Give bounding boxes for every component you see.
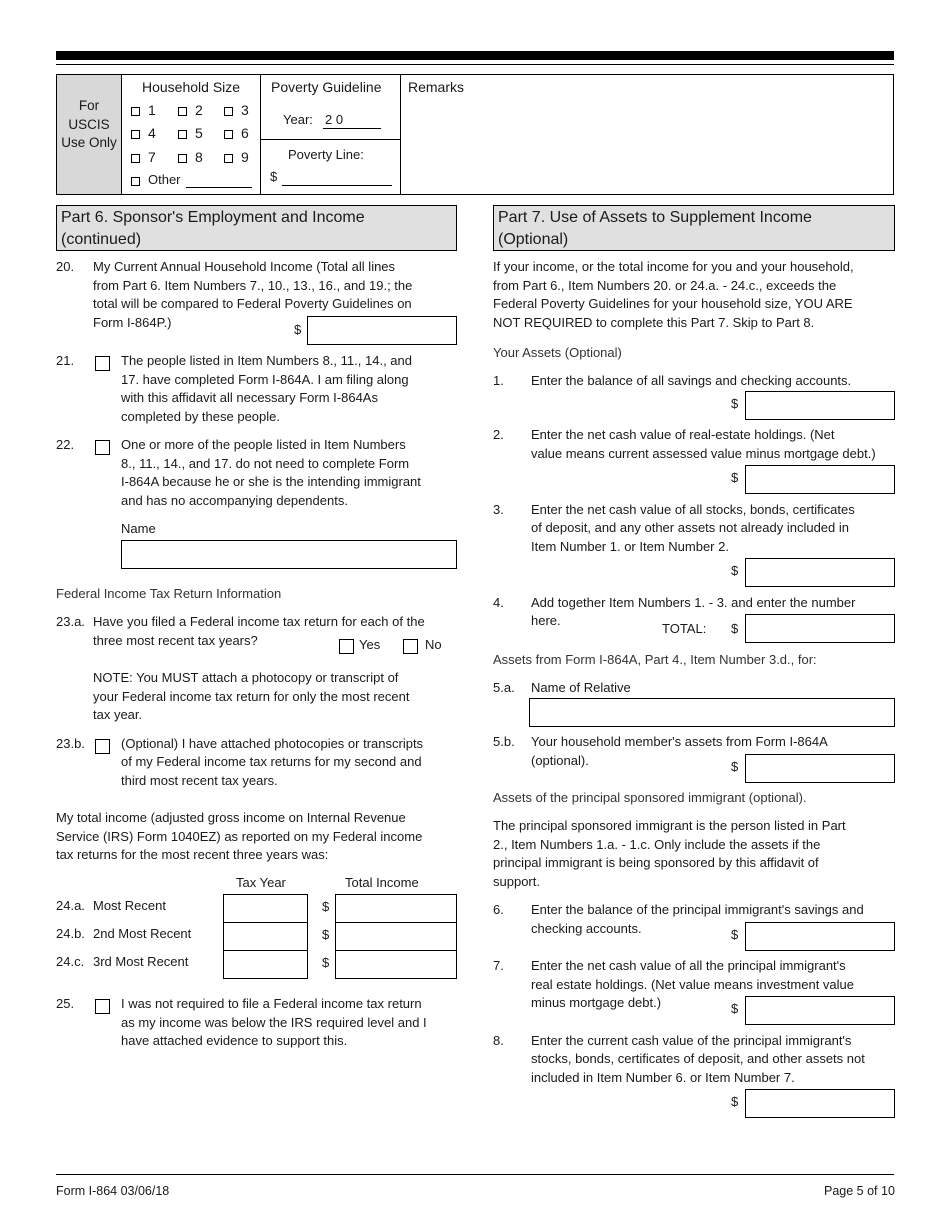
item23a-number: 23.a. <box>56 614 85 629</box>
part7-intro-line: If your income, or the total income for you and your household, <box>493 259 854 274</box>
other-underline <box>186 187 252 188</box>
household-size-other-checkbox[interactable] <box>131 177 140 186</box>
p7-item6-dollar: $ <box>731 927 739 942</box>
item20-text-line: from Part 6. Item Numbers 7., 10., 13., 16., and 19.; the <box>93 278 413 293</box>
household-size-7-checkbox[interactable] <box>131 154 140 163</box>
item24b-tax-year-input[interactable] <box>223 922 308 951</box>
item23a-note-line: tax year. <box>93 707 143 722</box>
p7-item7-text-line: Enter the net cash value of all the principal immigrant's <box>531 958 846 973</box>
item24c-dollar: $ <box>322 955 330 970</box>
p7-item7-dollar: $ <box>731 1001 739 1016</box>
household-size-6-checkbox[interactable] <box>224 130 233 139</box>
principal-savings-input[interactable] <box>745 922 895 951</box>
part6-heading <box>56 205 457 251</box>
household-size-3-label: 3 <box>241 102 249 118</box>
year-underline <box>323 128 381 129</box>
household-size-other-label: Other <box>148 172 181 187</box>
p7-item6-number: 6. <box>493 902 504 917</box>
uscis-label: For USCIS Use Only <box>61 98 117 150</box>
household-size-1-checkbox[interactable] <box>131 107 140 116</box>
poverty-guideline-cell <box>261 75 401 194</box>
item23a-yes-checkbox[interactable] <box>339 639 354 654</box>
uscis-label-cell <box>57 75 122 194</box>
household-size-9-checkbox[interactable] <box>224 154 233 163</box>
principal-intro-line: support. <box>493 874 540 889</box>
item24c-number: 24.c. <box>56 954 85 969</box>
household-size-5-checkbox[interactable] <box>178 130 187 139</box>
item23b-checkbox[interactable] <box>95 739 110 754</box>
item21-text-line: completed by these people. <box>121 409 280 424</box>
top-thin-rule <box>56 64 894 65</box>
item20-dollar: $ <box>294 322 302 337</box>
item22-checkbox[interactable] <box>95 440 110 455</box>
total-assets-input[interactable] <box>745 614 895 643</box>
p7-item7-text-line: real estate holdings. (Net value means investment value <box>531 977 855 992</box>
top-thick-rule <box>56 51 894 60</box>
total-income-line: Service (IRS) Form 1040EZ) as reported on my Federal income <box>56 829 423 844</box>
item23b-text-line: third most recent tax years. <box>121 773 278 788</box>
p7-item5a-number: 5.a. <box>493 680 515 695</box>
item24b-total-income-input[interactable] <box>335 922 457 951</box>
household-size-4-label: 4 <box>148 125 156 141</box>
p7-item4-total-label: TOTAL: <box>662 621 707 636</box>
p7-item1-dollar: $ <box>731 396 739 411</box>
part7-heading-line2: (Optional) <box>498 231 569 248</box>
item24c-tax-year-input[interactable] <box>223 950 308 979</box>
p7-item6-text-line: checking accounts. <box>531 921 642 936</box>
item24c-label: 3rd Most Recent <box>93 954 189 969</box>
item24a-number: 24.a. <box>56 898 85 913</box>
principal-assets-title: Assets of the principal sponsored immigrant (optional). <box>493 790 807 805</box>
p7-item5b-dollar: $ <box>731 759 739 774</box>
p7-item4-text-line: here. <box>531 613 561 628</box>
item21-text-line: with this affidavit all necessary Form I-864As <box>121 390 378 405</box>
item25-number: 25. <box>56 996 75 1011</box>
part6-heading-line1: Part 6. Sponsor's Employment and Income <box>61 209 365 226</box>
household-size-8-label: 8 <box>195 149 203 165</box>
poverty-line-dollar: $ <box>270 169 278 184</box>
item21-number: 21. <box>56 353 75 368</box>
item25-checkbox[interactable] <box>95 999 110 1014</box>
part7-intro-line: Federal Poverty Guidelines for your household size, YOU ARE <box>493 296 853 311</box>
item21-checkbox[interactable] <box>95 356 110 371</box>
item23a-note-line: NOTE: You MUST attach a photocopy or transcript of <box>93 670 399 685</box>
household-size-7-label: 7 <box>148 149 156 165</box>
p7-item8-text-line: stocks, bonds, certificates of deposit, and other assets not <box>531 1051 865 1066</box>
part7-intro-line: NOT REQUIRED to complete this Part 7. Skip to Part 8. <box>493 315 815 330</box>
item22-text-line: 8., 11., 14., and 17. do not need to complete Form <box>121 456 410 471</box>
household-size-1-label: 1 <box>148 102 156 118</box>
item25-text-line: I was not required to file a Federal income tax return <box>121 996 422 1011</box>
principal-intro-line: principal immigrant is being sponsored by this affidavit of <box>493 855 819 870</box>
household-size-9-label: 9 <box>241 149 249 165</box>
item24a-label: Most Recent <box>93 898 166 913</box>
p7-item5b-text-line: (optional). <box>531 753 589 768</box>
item23b-text-line: of my Federal income tax returns for my second and <box>121 754 422 769</box>
item25-text-line: as my income was below the IRS required level and I <box>121 1015 427 1030</box>
annual-household-income-input[interactable] <box>307 316 457 345</box>
p7-item3-text-line: of deposit, and any other assets not already included in <box>531 520 849 535</box>
item20-number: 20. <box>56 259 75 274</box>
item21-text-line: The people listed in Item Numbers 8., 11., 14., and <box>121 353 412 368</box>
tax-section-title: Federal Income Tax Return Information <box>56 586 282 601</box>
footer-page-number: Page 5 of 10 <box>824 1184 895 1198</box>
item24b-dollar: $ <box>322 927 330 942</box>
item20-text-line: Form I-864P.) <box>93 315 172 330</box>
item22-name-input[interactable] <box>121 540 457 569</box>
remarks-label: Remarks <box>408 79 465 95</box>
household-size-2-label: 2 <box>195 102 203 118</box>
year-label: Year: <box>283 112 313 127</box>
name-of-relative-input[interactable] <box>529 698 895 727</box>
item23b-number: 23.b. <box>56 736 85 751</box>
p7-item3-number: 3. <box>493 502 504 517</box>
part7-intro-line: from Part 6., Item Numbers 20. or 24.a. - 24.c., exceeds the <box>493 278 837 293</box>
item22-text-line: I-864A because he or she is the intending immigrant <box>121 474 421 489</box>
p7-item1-text-line: Enter the balance of all savings and checking accounts. <box>531 373 852 388</box>
total-income-header: Total Income <box>345 875 419 890</box>
year-prefix: 2 0 <box>325 112 344 127</box>
p7-item2-text-line: value means current assessed value minus mortgage debt.) <box>531 446 876 461</box>
p7-item7-number: 7. <box>493 958 504 973</box>
poverty-divider <box>261 139 400 140</box>
total-income-line: My total income (adjusted gross income on Internal Revenue <box>56 810 406 825</box>
item20-text-line: My Current Annual Household Income (Total all lines <box>93 259 396 274</box>
part7-heading-line1: Part 7. Use of Assets to Supplement Income <box>498 209 812 226</box>
household-size-2-checkbox[interactable] <box>178 107 187 116</box>
p7-item8-text-line: Enter the current cash value of the principal immigrant's <box>531 1033 852 1048</box>
item22-text-line: and has no accompanying dependents. <box>121 493 348 508</box>
household-size-label: Household Size <box>142 79 241 95</box>
item23b-text-line: (Optional) I have attached photocopies or transcripts <box>121 736 424 751</box>
i864a-assets-title: Assets from Form I-864A, Part 4., Item Number 3.d., for: <box>493 652 817 667</box>
principal-intro-line: The principal sponsored immigrant is the person listed in Part <box>493 818 846 833</box>
principal-intro-line: 2., Item Numbers 1.a. - 1.c. Only include the assets if the <box>493 837 821 852</box>
part6-heading-line2: (continued) <box>61 231 142 248</box>
item22-name-label: Name <box>121 521 156 536</box>
tax-year-header: Tax Year <box>236 875 286 890</box>
item24a-total-income-input[interactable] <box>335 894 457 923</box>
poverty-guideline-label: Poverty Guideline <box>271 79 382 95</box>
p7-item2-text-line: Enter the net cash value of real-estate holdings. (Net <box>531 427 835 442</box>
savings-checking-balance-input[interactable] <box>745 391 895 420</box>
p7-item4-number: 4. <box>493 595 504 610</box>
stocks-bonds-value-input[interactable] <box>745 558 895 587</box>
item24c-total-income-input[interactable] <box>335 950 457 979</box>
item23a-no-label: No <box>425 637 442 652</box>
total-income-line: tax returns for the most recent three years was: <box>56 847 329 862</box>
household-size-6-label: 6 <box>241 125 249 141</box>
household-size-5-label: 5 <box>195 125 203 141</box>
p7-item3-text-line: Item Number 1. or Item Number 2. <box>531 539 729 554</box>
footer-form-id: Form I-864 03/06/18 <box>56 1184 170 1198</box>
p7-item8-number: 8. <box>493 1033 504 1048</box>
real-estate-value-input[interactable] <box>745 465 895 494</box>
item24b-label: 2nd Most Recent <box>93 926 192 941</box>
poverty-line-underline <box>282 185 392 186</box>
item20-text-line: total will be compared to Federal Poverty Guidelines on <box>93 296 412 311</box>
principal-real-estate-input[interactable] <box>745 996 895 1025</box>
p7-item4-text-line: Add together Item Numbers 1. - 3. and enter the number <box>531 595 856 610</box>
footer-rule <box>56 1174 894 1175</box>
item21-text-line: 17. have completed Form I-864A. I am filing along <box>121 372 409 387</box>
p7-item8-text-line: included in Item Number 6. or Item Number 7. <box>531 1070 795 1085</box>
p7-item4-dollar: $ <box>731 621 739 636</box>
p7-item8-dollar: $ <box>731 1094 739 1109</box>
household-size-8-checkbox[interactable] <box>178 154 187 163</box>
household-size-3-checkbox[interactable] <box>224 107 233 116</box>
item22-text-line: One or more of the people listed in Item Numbers <box>121 437 406 452</box>
item23a-no-checkbox[interactable] <box>403 639 418 654</box>
item24a-tax-year-input[interactable] <box>223 894 308 923</box>
item24b-number: 24.b. <box>56 926 85 941</box>
p7-item5b-text-line: Your household member's assets from Form I-864A <box>531 734 828 749</box>
item23a-text-line: three most recent tax years? <box>93 633 258 648</box>
p7-item5a-label: Name of Relative <box>531 680 631 695</box>
poverty-line-label: Poverty Line: <box>288 147 364 162</box>
p7-item3-dollar: $ <box>731 563 739 578</box>
item25-text-line: have attached evidence to support this. <box>121 1033 348 1048</box>
item23a-text-line: Have you filed a Federal income tax return for each of the <box>93 614 425 629</box>
p7-item6-text-line: Enter the balance of the principal immigrant's savings and <box>531 902 864 917</box>
p7-item7-text-line: minus mortgage debt.) <box>531 995 662 1010</box>
p7-item2-dollar: $ <box>731 470 739 485</box>
principal-stocks-input[interactable] <box>745 1089 895 1118</box>
item24a-dollar: $ <box>322 899 330 914</box>
item22-number: 22. <box>56 437 75 452</box>
p7-item1-number: 1. <box>493 373 504 388</box>
p7-item2-number: 2. <box>493 427 504 442</box>
item23a-yes-label: Yes <box>359 637 381 652</box>
household-member-assets-input[interactable] <box>745 754 895 783</box>
p7-item3-text-line: Enter the net cash value of all stocks, bonds, certificates <box>531 502 855 517</box>
your-assets-title: Your Assets (Optional) <box>493 345 622 360</box>
part7-heading <box>493 205 895 251</box>
p7-item5b-number: 5.b. <box>493 734 515 749</box>
item23a-note-line: your Federal income tax return for only the most recent <box>93 689 410 704</box>
household-size-4-checkbox[interactable] <box>131 130 140 139</box>
